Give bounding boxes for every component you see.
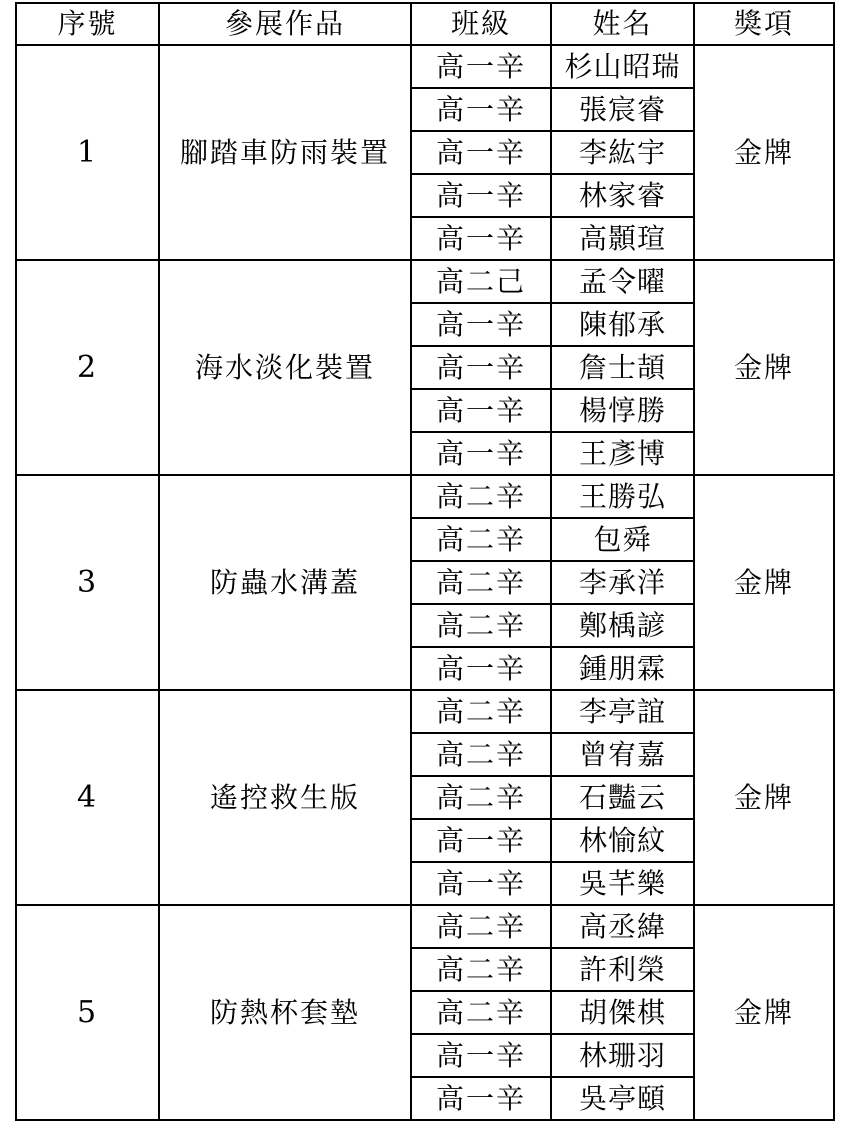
member-class: 高二辛: [411, 948, 551, 991]
entry-index: 3: [16, 475, 159, 690]
member-class: 高一辛: [411, 1034, 551, 1077]
member-class: 高一辛: [411, 131, 551, 174]
table-row: [16, 905, 834, 948]
header-name: 姓名: [551, 3, 694, 45]
member-class: 高二辛: [411, 561, 551, 604]
member-name: 詹士頡: [551, 346, 694, 389]
member-name: 林珊羽: [551, 1034, 694, 1077]
table-header: [16, 3, 834, 45]
member-name: 王彥博: [551, 432, 694, 475]
entry-project: 遙控救生版: [159, 690, 411, 905]
member-name: 王勝弘: [551, 475, 694, 518]
member-class: 高一辛: [411, 647, 551, 690]
member-name: 高丞緯: [551, 905, 694, 948]
member-class: 高二辛: [411, 604, 551, 647]
member-class: 高二辛: [411, 733, 551, 776]
entry-index: 4: [16, 690, 159, 905]
member-class: 高一辛: [411, 1077, 551, 1120]
member-name: 鍾朋霖: [551, 647, 694, 690]
member-class: 高一辛: [411, 303, 551, 346]
member-class: 高一辛: [411, 217, 551, 260]
member-class: 高二辛: [411, 991, 551, 1034]
entry-project: 防熱杯套墊: [159, 905, 411, 1120]
member-name: 高顥瑄: [551, 217, 694, 260]
member-class: 高一辛: [411, 389, 551, 432]
member-name: 杉山昭瑞: [551, 45, 694, 88]
table-row: [16, 475, 834, 518]
member-name: 吳亭頤: [551, 1077, 694, 1120]
member-name: 許利榮: [551, 948, 694, 991]
entry-project: 腳踏車防雨裝置: [159, 45, 411, 260]
member-name: 林家睿: [551, 174, 694, 217]
member-class: 高一辛: [411, 174, 551, 217]
entry-index: 1: [16, 45, 159, 260]
entry-project: 海水淡化裝置: [159, 260, 411, 475]
entry-award: 金牌: [694, 905, 834, 1120]
entry-award: 金牌: [694, 475, 834, 690]
member-name: 李紘宇: [551, 131, 694, 174]
award-table: [15, 2, 835, 1121]
entry-project: 防蟲水溝蓋: [159, 475, 411, 690]
entry-index: 5: [16, 905, 159, 1120]
member-class: 高二辛: [411, 475, 551, 518]
entry-index: 2: [16, 260, 159, 475]
member-name: 胡傑棋: [551, 991, 694, 1034]
header-index: 序號: [16, 3, 159, 45]
member-class: 高二辛: [411, 518, 551, 561]
table-row: [16, 260, 834, 303]
member-class: 高二辛: [411, 905, 551, 948]
member-class: 高一辛: [411, 88, 551, 131]
member-class: 高二辛: [411, 690, 551, 733]
member-name: 楊惇勝: [551, 389, 694, 432]
member-name: 張宸睿: [551, 88, 694, 131]
header-row: [16, 3, 834, 45]
member-class: 高一辛: [411, 819, 551, 862]
member-name: 李承洋: [551, 561, 694, 604]
table-body: [16, 45, 834, 1120]
member-name: 孟令曜: [551, 260, 694, 303]
member-name: 鄭楀諺: [551, 604, 694, 647]
entry-award: 金牌: [694, 260, 834, 475]
entry-award: 金牌: [694, 45, 834, 260]
member-name: 包舜: [551, 518, 694, 561]
member-name: 林愉紋: [551, 819, 694, 862]
member-name: 石豔云: [551, 776, 694, 819]
member-name: 吳芊樂: [551, 862, 694, 905]
table-row: [16, 690, 834, 733]
member-class: 高一辛: [411, 346, 551, 389]
member-class: 高一辛: [411, 45, 551, 88]
header-class: 班級: [411, 3, 551, 45]
member-class: 高一辛: [411, 862, 551, 905]
member-class: 高二辛: [411, 776, 551, 819]
member-name: 曾宥嘉: [551, 733, 694, 776]
table-row: [16, 45, 834, 88]
entry-award: 金牌: [694, 690, 834, 905]
header-award: 獎項: [694, 3, 834, 45]
member-name: 李亭誼: [551, 690, 694, 733]
header-project: 參展作品: [159, 3, 411, 45]
member-class: 高一辛: [411, 432, 551, 475]
member-name: 陳郁承: [551, 303, 694, 346]
member-class: 高二己: [411, 260, 551, 303]
